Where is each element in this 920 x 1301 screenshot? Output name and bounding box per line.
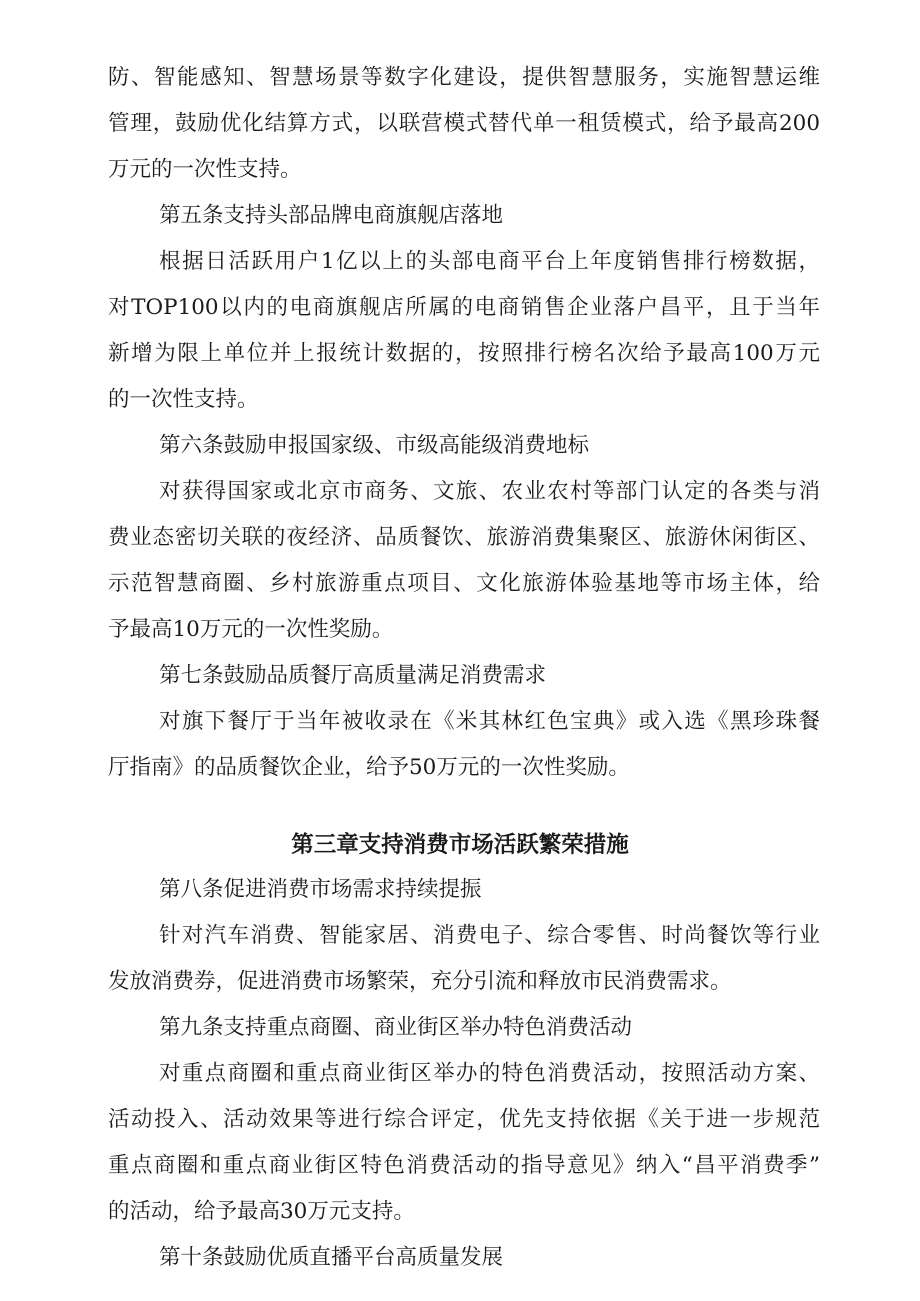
paragraph-line: 对获得国家或北京市商务、文旅、农业农村等部门认定的各类与消 — [159, 479, 820, 504]
article-title-9: 第九条支持重点商圈、商业街区举办特色消费活动 — [159, 1015, 633, 1040]
paragraph-line: 的活动，给予最高30万元支持。 — [108, 1199, 415, 1224]
paragraph-line: 予最高10万元的一次性奖励。 — [108, 617, 394, 642]
paragraph-line: 对重点商圈和重点商业街区举办的特色消费活动，按照活动方案、 — [159, 1061, 820, 1086]
article-title-5: 第五条支持头部品牌电商旗舰店落地 — [159, 203, 504, 228]
paragraph-line: 发放消费券，促进消费市场繁荣，充分引流和释放市民消费需求。 — [108, 969, 732, 994]
paragraph-line: 费业态密切关联的夜经济、品质餐饮、旅游消费集聚区、旅游休闲街区、 — [108, 525, 820, 550]
paragraph-line: 活动投入、活动效果等进行综合评定，优先支持依据《关于进一步规范 — [108, 1107, 820, 1132]
paragraph-line: 新增为限上单位并上报统计数据的，按照排行榜名次给予最高100万元 — [108, 341, 820, 366]
chapter-heading: 第三章支持消费市场活跃繁荣措施 — [291, 832, 629, 858]
paragraph-line: 管理，鼓励优化结算方式，以联营模式替代单一租赁模式，给予最高200 — [108, 111, 820, 136]
article-title-7: 第七条鼓励品质餐厅高质量满足消费需求 — [159, 663, 547, 688]
article-title-8: 第八条促进消费市场需求持续提振 — [159, 877, 482, 902]
paragraph-line: 示范智慧商圈、乡村旅游重点项目、文化旅游体验基地等市场主体，给 — [108, 571, 820, 596]
article-title-6: 第六条鼓励申报国家级、市级高能级消费地标 — [159, 433, 590, 458]
paragraph-line: 对旗下餐厅于当年被收录在《米其林红色宝典》或入选《黑珍珠餐 — [159, 709, 820, 734]
paragraph-line: 对TOP100以内的电商旗舰店所属的电商销售企业落户昌平，且于当年 — [108, 295, 820, 320]
paragraph-line: 根据日活跃用户1亿以上的头部电商平台上年度销售排行榜数据， — [159, 249, 820, 274]
paragraph-line: 万元的一次性支持。 — [108, 157, 302, 182]
article-title-10: 第十条鼓励优质直播平台高质量发展 — [159, 1245, 504, 1270]
paragraph-line: 厅指南》的品质餐饮企业，给予50万元的一次性奖励。 — [108, 755, 630, 780]
paragraph-line: 防、智能感知、智慧场景等数字化建设，提供智慧服务，实施智慧运维 — [108, 65, 820, 90]
paragraph-line: 重点商圈和重点商业街区特色消费活动的指导意见》纳入“昌平消费季” — [108, 1153, 820, 1178]
paragraph-line: 针对汽车消费、智能家居、消费电子、综合零售、时尚餐饮等行业 — [159, 923, 820, 948]
paragraph-line: 的一次性支持。 — [108, 387, 259, 412]
